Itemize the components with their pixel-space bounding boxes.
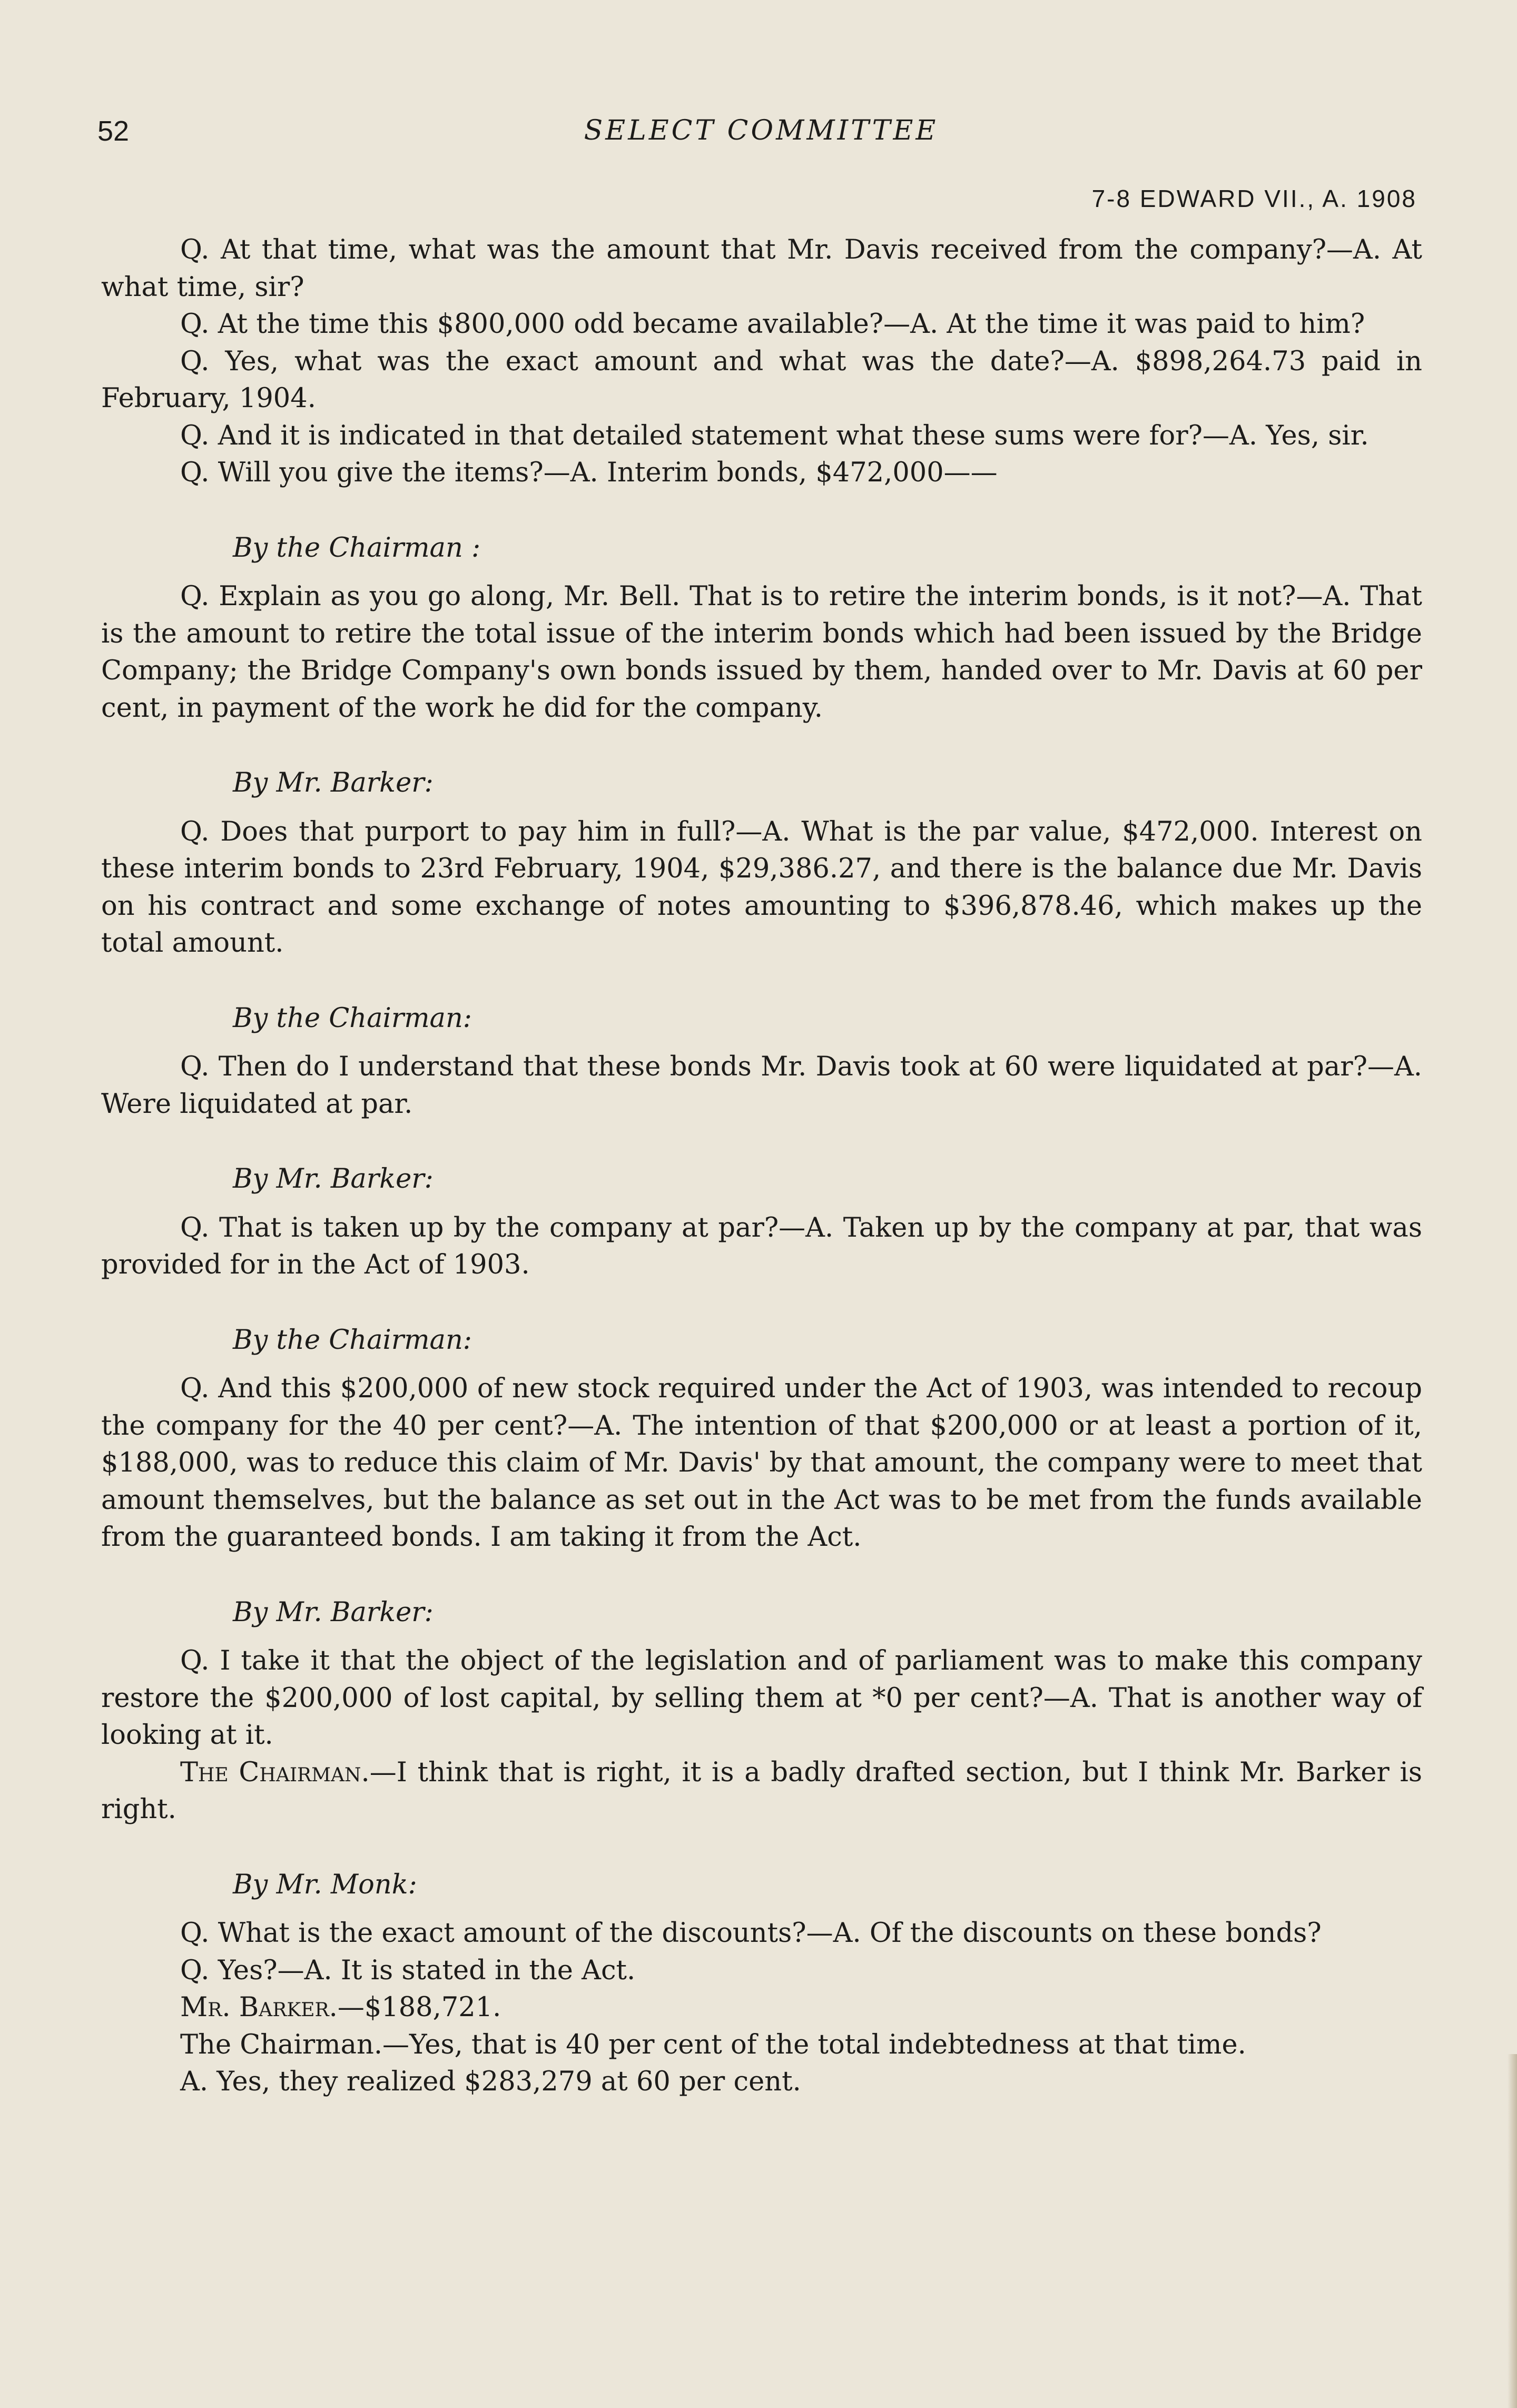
page-header [97,115,1425,157]
document-body [101,232,1422,2101]
speaker-heading: By Mr. Monk: [233,1869,417,1900]
paragraph: A. Yes, they realized $283,279 at 60 per cent. [180,2066,801,2097]
paragraph: Q. Then do I understand that these bonds Mr. Davis took at 60 were liquidated at par?—A. Were liquidated at par. [101,1051,1422,1120]
paragraph: Q. At that time, what was the amount that Mr. Davis received from the company?—A. At what time, sir? [101,234,1422,303]
speaker-heading: By Mr. Barker: [233,1163,434,1195]
speaker-name: Mr. Barker. [180,1992,338,2023]
session-label: 7-8 EDWARD VII., A. 1908 [1091,185,1417,212]
paragraph: Q. And this $200,000 of new stock required under the Act of 1903, was intended to recoup the company for the 40 per cent?—A. The intention of that $200,000 or at least a portion of it, $188,000, was to reduce this claim of Mr. Davis' by that amount, the company were to meet that amount themselves, but the balance as set out in the Act was to be met from the funds available from the guaranteed bonds. I am taking it from the Act. [101,1373,1422,1553]
paragraph [101,1989,1422,2027]
speaker-heading: By Mr. Barker: [233,767,434,798]
speaker-text: —I think that is right, it is a badly drafted section, but I think Mr. Barker is right. [101,1756,1423,1825]
paragraph: Q. That is taken up by the company at par?—A. Taken up by the company at par, that was provided for in the Act of 1903. [101,1212,1422,1280]
paragraph [101,1754,1422,1829]
paragraph: Q. Will you give the items?—A. Interim bonds, $472,000—— [180,457,998,488]
paragraph: Q. I take it that the object of the legislation and of parliament was to make this company restore the $200,000 of lost capital, by selling them at *0 per cent?—A. That is another way of looking at it. [101,1645,1422,1751]
paragraph: Q. Yes?—A. It is stated in the Act. [180,1955,636,1986]
speaker-heading: By the Chairman: [233,1324,472,1356]
running-title: SELECT COMMITTEE [584,115,939,146]
speaker-heading: By the Chairman : [233,532,481,564]
paragraph: Q. What is the exact amount of the discounts?—A. Of the discounts on these bonds? [180,1918,1322,1949]
speaker-name: The Chairman. [180,1756,370,1788]
paragraph: Q. Explain as you go along, Mr. Bell. That is to retire the interim bonds, is it not?—A. That is the amount to retire the total issue of the interim bonds which had been issued by the Bridge Company; the Bridge Company's own bonds issued by them, handed over to Mr. Davis at 60 per cent, in payment of the work he did for the company. [101,581,1422,724]
speaker-heading: By the Chairman: [233,1002,472,1034]
page-edge-shadow [1508,2054,1517,2408]
page-number: 52 [97,115,130,147]
speaker-heading: By Mr. Barker: [233,1596,434,1628]
paragraph: Q. At the time this $800,000 odd became available?—A. At the time it was paid to him? [180,309,1365,340]
paragraph: Q. Yes, what was the exact amount and what was the date?—A. $898,264.73 paid in February, 1904. [101,346,1422,414]
paragraph: The Chairman.—Yes, that is 40 per cent of the total indebtedness at that time. [180,2029,1246,2060]
speaker-text: —$188,721. [337,1992,501,2023]
paragraph: Q. And it is indicated in that detailed statement what these sums were for?—A. Yes, sir. [180,420,1369,451]
paragraph: Q. Does that purport to pay him in full?—A. What is the par value, $472,000. Interest on these interim bonds to 23rd February, 1904, $29,386.27, and there is the balance due Mr. Davis on his contract and some exchange of notes amounting to $396,878.46, which makes up the total amount. [101,816,1422,959]
